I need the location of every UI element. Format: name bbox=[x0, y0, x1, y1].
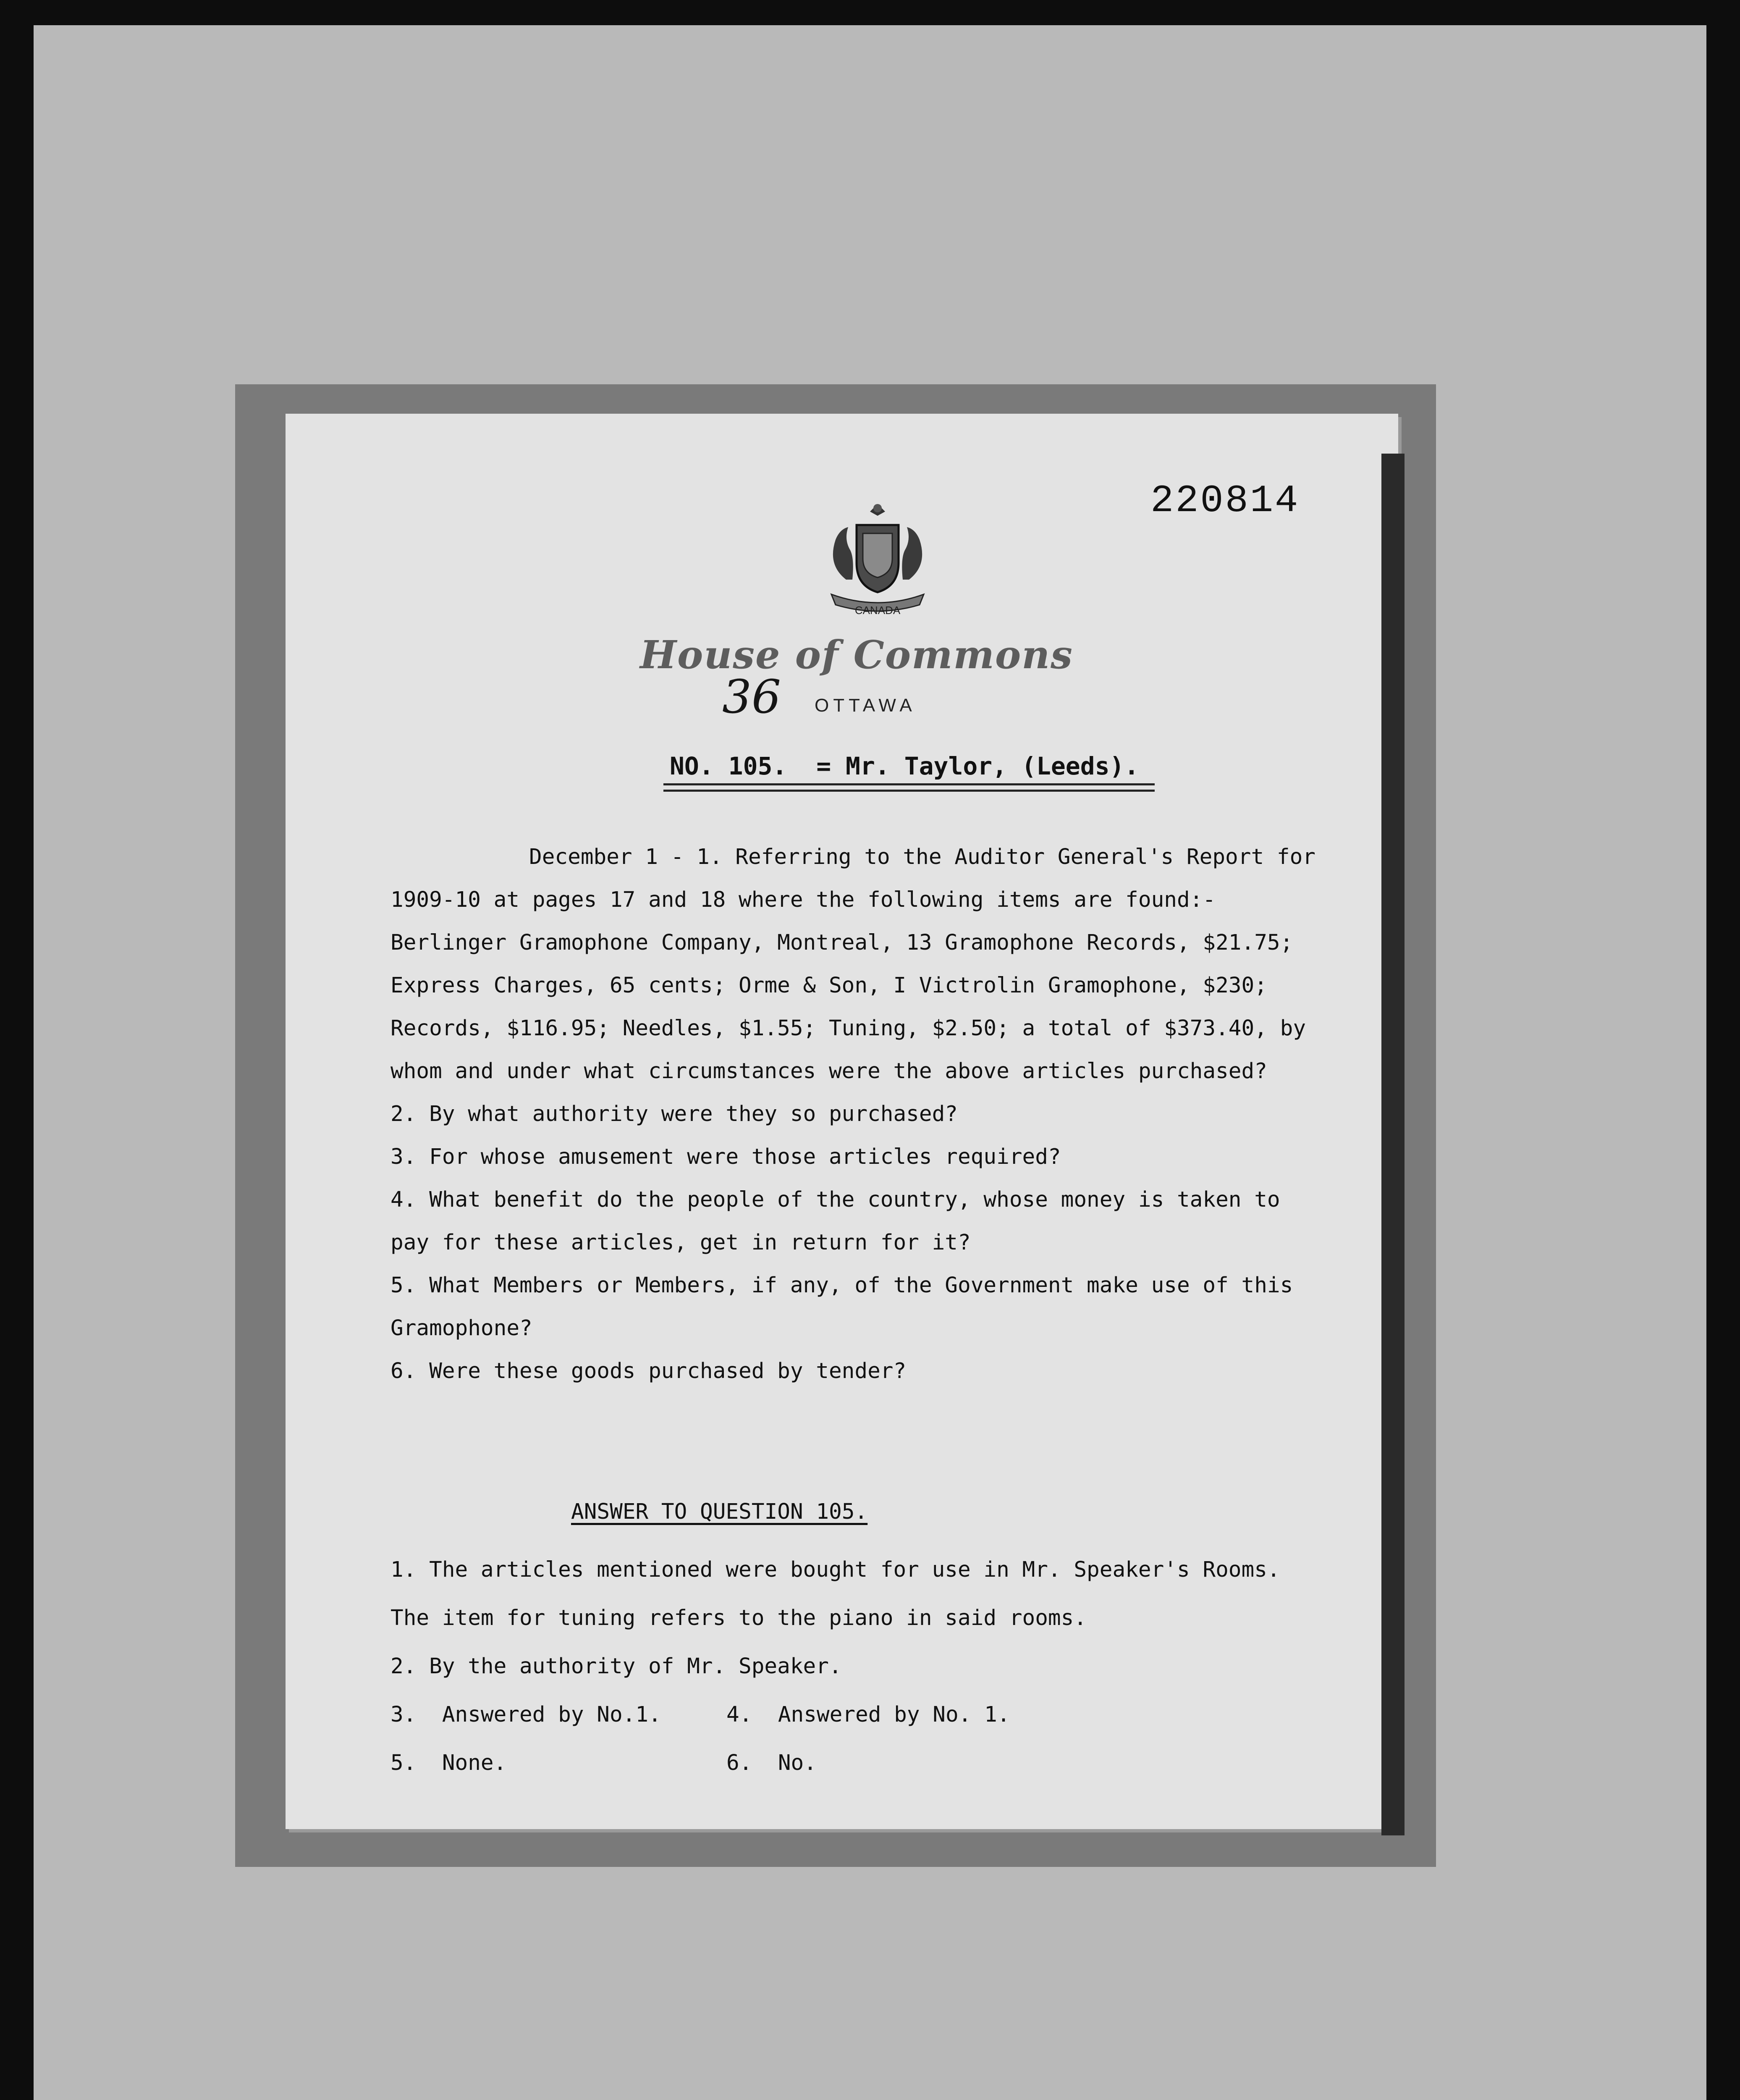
answer-row-3-4 bbox=[390, 1690, 1327, 1739]
double-rule-top bbox=[663, 783, 1155, 785]
archive-stamp-number: 220814 bbox=[1150, 479, 1300, 523]
question-paragraph-4: 4. What benefit do the people of the country, whose money is taken to pay for these articles, get in return for it? bbox=[390, 1187, 1280, 1255]
answer-row-5-6 bbox=[390, 1739, 1327, 1787]
answer-4: 4. Answered by No. 1. bbox=[726, 1702, 1010, 1727]
coat-of-arms-icon bbox=[806, 496, 949, 622]
question-paragraph-3: 3. For whose amusement were those articles required? bbox=[390, 1144, 1061, 1169]
question-paragraph-5: 5. What Members or Members, if any, of the Government make use of this Gramophone? bbox=[390, 1273, 1293, 1341]
question-number-line: NO. 105. = Mr. Taylor, (Leeds). bbox=[670, 752, 1139, 780]
question-paragraph-2: 2. By what authority were they so purchased? bbox=[390, 1102, 958, 1126]
letterhead-title: House of Commons bbox=[640, 632, 1073, 677]
answer-1: 1. The articles mentioned were bought for use in Mr. Speaker's Rooms. The item for tuning refers to the piano in said rooms. bbox=[390, 1557, 1280, 1630]
page-edge-shadow bbox=[1381, 454, 1405, 1835]
question-paragraph-6: 6. Were these goods purchased by tender? bbox=[390, 1359, 907, 1383]
answer-3: 3. Answered by No.1. bbox=[390, 1702, 661, 1727]
svg-text:CANADA: CANADA bbox=[854, 604, 901, 617]
answer-2: 2. By the authority of Mr. Speaker. bbox=[390, 1654, 842, 1679]
letterhead-place: OTTAWA bbox=[815, 695, 916, 716]
question-body bbox=[390, 836, 1327, 1393]
answer-6: 6. No. bbox=[726, 1751, 817, 1775]
question-paragraph-1: December 1 - 1. Referring to the Auditor General's Report for 1909-10 at pages 17 and 18 where the following items are found:- Berlinger Gramophone Company, Montreal, 13 Gramophone Records, $21.75; Express Charges, 65 cents; Orme & Son, I Victrolin Gramophone, $230; Records, $116.95; Needles, $1.55; Tuning, $2.50; a total of $373.40, by whom and under what circumstances were the above articles purchased? bbox=[390, 845, 1315, 1084]
double-rule-bottom bbox=[663, 790, 1155, 792]
answer-heading: ANSWER TO QUESTION 105. bbox=[571, 1499, 868, 1524]
answer-5: 5. None. bbox=[390, 1751, 507, 1775]
handwritten-number: 36 bbox=[722, 670, 781, 724]
answers-block bbox=[390, 1546, 1327, 1787]
